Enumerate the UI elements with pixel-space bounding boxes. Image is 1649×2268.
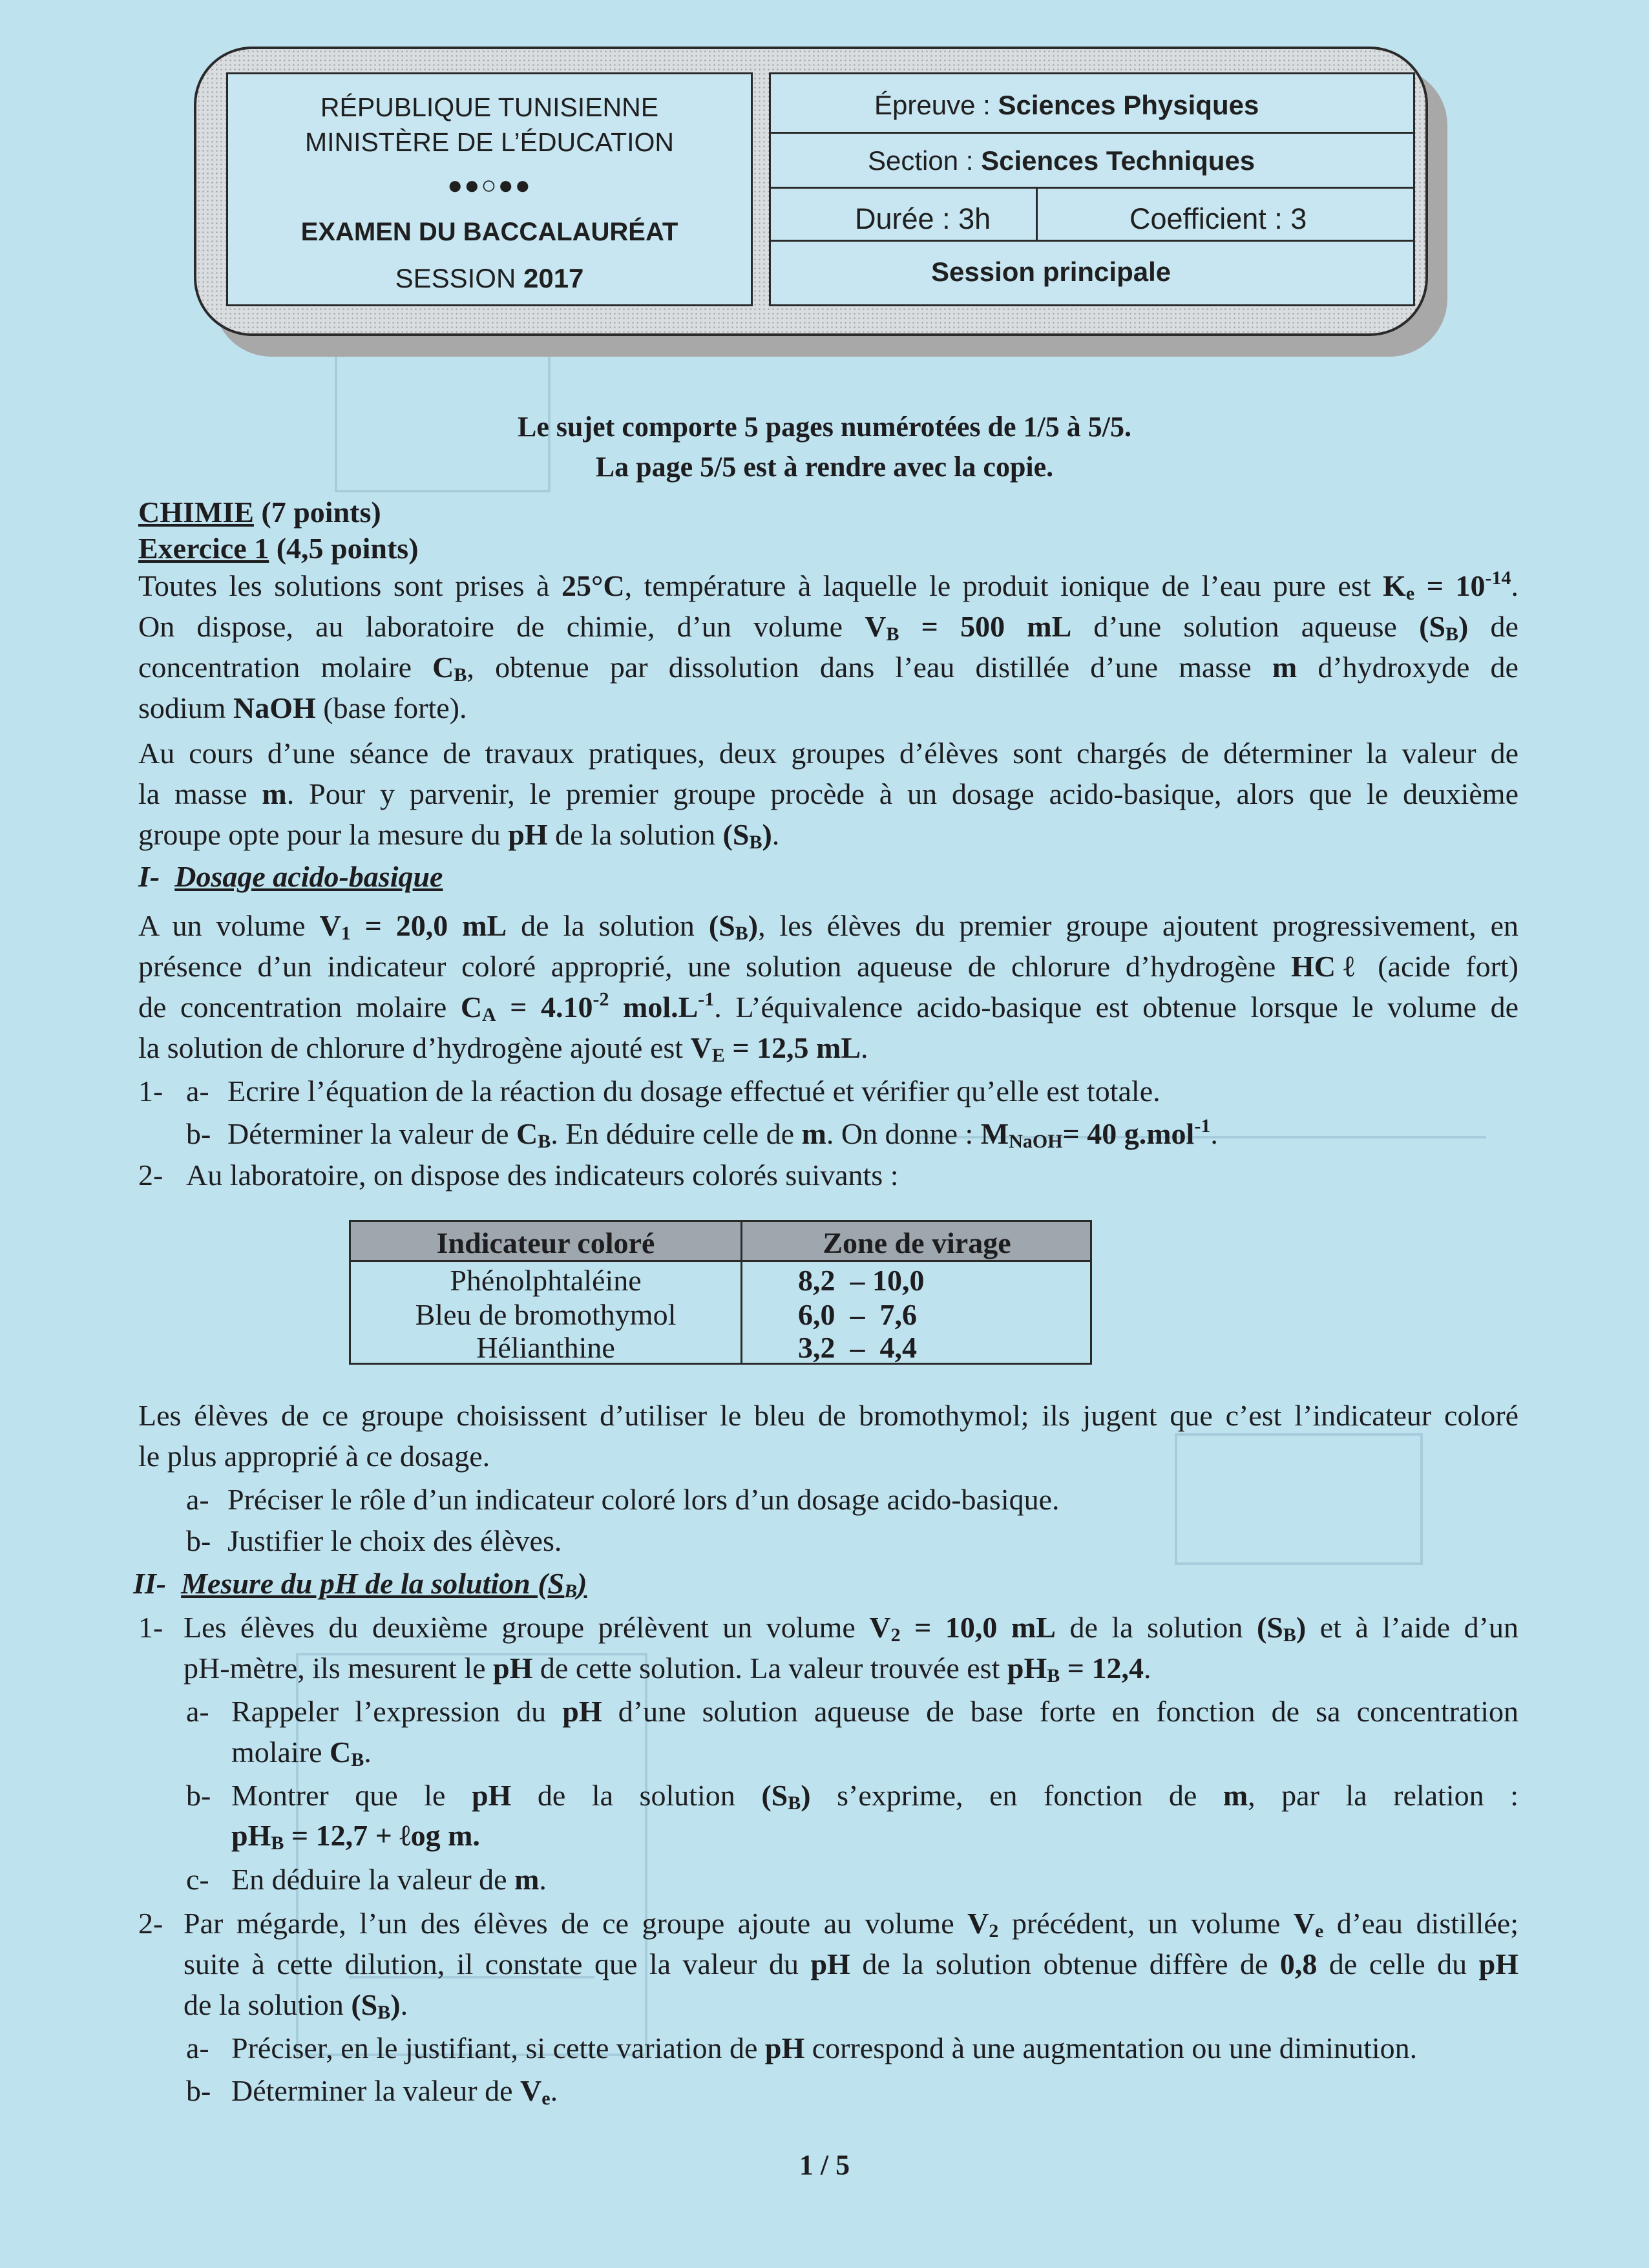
text-fragment: = 10 — [1414, 569, 1486, 602]
text-fragment: ) — [577, 1567, 587, 1600]
chimie-points: (7 points) — [253, 496, 381, 529]
paragraph-line — [138, 816, 779, 854]
exercise-points: (4,5 points) — [269, 532, 419, 565]
subscript: A — [482, 1004, 496, 1025]
concentration-cb — [330, 1736, 364, 1769]
section-label: Section : — [868, 145, 982, 176]
subscript: B — [1445, 624, 1459, 645]
text-fragment: V — [520, 2074, 542, 2107]
ph-term: pH — [764, 2032, 805, 2064]
divider — [771, 187, 1413, 189]
text-fragment: , obtenue par dissolution dans l’eau distillée d’une masse — [467, 651, 1272, 684]
concentration-ca — [461, 991, 714, 1024]
ph-term: pH — [810, 1948, 850, 1980]
subscript: e — [541, 2088, 551, 2109]
question-2b: Justifier le choix des élèves. — [227, 1524, 562, 1557]
text-fragment: ) — [1458, 610, 1469, 643]
indicator-name: Hélianthine — [476, 1331, 615, 1364]
text-fragment: de cette solution. La valeur trouvée est — [532, 1652, 1007, 1685]
mass-m: m — [1272, 651, 1297, 684]
paragraph-line — [138, 649, 1518, 686]
text-fragment: de concentration molaire — [138, 991, 461, 1024]
volume-ve — [691, 1031, 861, 1064]
text-fragment: = 4.10 — [496, 991, 593, 1024]
text-fragment: suite à cette dilution, il constate que la valeur du — [184, 1948, 811, 1980]
part-number: II- — [133, 1567, 167, 1600]
mass-m: m — [514, 1863, 540, 1896]
subscript: e — [1315, 1920, 1324, 1942]
decorative-dots: ●●○●● — [447, 171, 532, 200]
volume-v2 — [967, 1907, 998, 1940]
text-fragment: précédent, un volume — [998, 1907, 1294, 1940]
duree-field: Durée : 3h — [855, 202, 991, 235]
text-fragment: (S — [1256, 1611, 1283, 1644]
text-fragment: Déterminer la valeur de — [231, 2074, 520, 2107]
subscript: 1 — [341, 923, 351, 944]
temperature: 25°C — [561, 569, 625, 602]
ph-term: pH — [471, 1779, 512, 1812]
text-fragment: = 12,4 — [1060, 1652, 1144, 1685]
epreuve-field — [874, 90, 1259, 121]
concentration-cb — [516, 1117, 551, 1150]
question-1c — [231, 1861, 547, 1898]
text-fragment: Par mégarde, l’un des élèves de ce groupe ajoute au volume — [184, 1907, 968, 1940]
subscript: B — [377, 2002, 391, 2023]
subscript: B — [271, 1832, 284, 1854]
text-fragment: Mesure du pH de la solution (S — [181, 1567, 565, 1600]
text-fragment: . Pour y parvenir, le premier groupe procède à un dosage acido-basique, alors que le deuxième — [286, 777, 1518, 810]
exercise-heading — [138, 530, 419, 567]
superscript: -14 — [1485, 567, 1511, 589]
text-fragment: M — [980, 1117, 1009, 1150]
question-label: b- — [186, 2074, 211, 2107]
question-label: b- — [186, 1117, 211, 1150]
subscript: NaOH — [1009, 1131, 1063, 1152]
text-fragment: . En déduire celle de — [551, 1117, 802, 1150]
session-type: Session principale — [931, 257, 1171, 287]
text-fragment: . L’équivalence acido-basique est obtenue lorsque le volume de — [714, 991, 1518, 1024]
epreuve-label: Épreuve : — [874, 90, 998, 120]
question-number: 1- — [138, 1075, 163, 1108]
text-fragment: . — [1210, 1117, 1218, 1150]
text-fragment: . — [772, 818, 780, 851]
subscript: 2 — [989, 1920, 999, 1942]
indicator-name: Bleu de bromothymol — [415, 1298, 677, 1331]
concentration-cb — [432, 651, 467, 684]
text-fragment: ) — [1296, 1611, 1307, 1644]
text-fragment: sodium — [138, 691, 233, 724]
text-fragment: . On donne : — [826, 1117, 981, 1150]
text-fragment: (acide fort) — [1362, 950, 1518, 983]
intro-line-2: La page 5/5 est à rendre avec la copie. — [595, 451, 1054, 483]
text-fragment: de la solution — [547, 818, 723, 851]
mass-m: m — [801, 1117, 826, 1150]
text-fragment: pH — [231, 1819, 271, 1852]
text-fragment: ) — [762, 818, 772, 851]
exercise-title: Exercice 1 — [138, 532, 269, 565]
question-label: b- — [186, 1524, 211, 1557]
text-fragment: pH-mètre, ils mesurent le — [184, 1652, 494, 1685]
text-fragment: la masse — [138, 777, 262, 810]
text-fragment: s’exprime, en fonction de — [810, 1779, 1223, 1812]
paragraph-line: le plus approprié à ce dosage. — [138, 1440, 490, 1473]
indicator-zone: 8,2 – 10,0 — [798, 1264, 925, 1297]
subscript: B — [564, 1580, 578, 1602]
text-fragment: de — [1468, 610, 1518, 643]
page-number: 1 / 5 — [799, 2149, 850, 2181]
session-prefix: SESSION — [395, 263, 523, 293]
paragraph-line: Au cours d’une séance de travaux pratiques, deux groupes d’élèves sont chargés de déterminer la valeur de — [138, 737, 1518, 770]
divider — [771, 132, 1413, 134]
mass-m: m — [262, 777, 287, 810]
text-fragment: mol.L — [609, 991, 698, 1024]
solution-sb — [723, 818, 772, 851]
phb-value — [1007, 1652, 1144, 1685]
text-fragment: molaire — [231, 1736, 330, 1769]
text-fragment: de la solution obtenue diffère de — [850, 1948, 1280, 1980]
text-fragment: . — [550, 2074, 558, 2107]
volume-vb — [865, 610, 1071, 643]
question-2b — [231, 2072, 558, 2110]
paragraph-line — [184, 1986, 408, 2024]
text-fragment: et à l’aide d’un — [1306, 1611, 1518, 1644]
text-fragment: (S — [708, 909, 735, 942]
text-fragment: . — [1511, 569, 1518, 602]
indicator-name: Phénolphtaléine — [450, 1264, 642, 1297]
text-fragment: d’hydroxyde de — [1297, 651, 1518, 684]
section-field — [868, 145, 1255, 176]
solution-sb — [1419, 610, 1468, 643]
subscript: B — [454, 664, 467, 686]
indicator-zone: 6,0 – 7,6 — [798, 1298, 917, 1331]
section-value: Sciences Techniques — [981, 145, 1255, 176]
indicator-table — [349, 1220, 1092, 1365]
subscript: B — [735, 923, 748, 944]
text-fragment: = 40 g.mol — [1062, 1117, 1195, 1150]
volume-ve — [520, 2074, 551, 2107]
solution-sb — [709, 909, 758, 942]
text-fragment: Montrer que le — [231, 1779, 472, 1812]
solution-sb — [761, 1779, 810, 1812]
paragraph-line — [138, 608, 1518, 646]
text-fragment: V — [967, 1907, 989, 1940]
text-fragment: Toutes les solutions sont prises à — [138, 569, 562, 602]
question-label: b- — [186, 1779, 211, 1812]
question-label: a- — [186, 1695, 209, 1728]
hcl-formula: HCℓ — [1291, 950, 1363, 983]
subscript: B — [1047, 1665, 1060, 1686]
exam-label: EXAMEN DU BACCALAURÉAT — [300, 218, 678, 246]
text-fragment: Préciser, en le justifiant, si cette variation de — [231, 2032, 765, 2064]
session-year: 2017 — [523, 263, 584, 293]
text-fragment: (S — [1419, 610, 1446, 643]
paragraph-line — [184, 1905, 1518, 1942]
text-fragment: A un volume — [138, 909, 320, 942]
subscript: 2 — [890, 1624, 901, 1646]
part-number: I- — [138, 860, 160, 893]
intro-line-1: Le sujet comporte 5 pages numérotées de 1/5 à 5/5. — [518, 411, 1131, 443]
paragraph-line — [184, 1609, 1518, 1646]
text-fragment: C — [432, 651, 454, 684]
text-fragment: . — [400, 1988, 408, 2021]
question-label: c- — [186, 1863, 209, 1896]
table-header-indicator: Indicateur coloré — [436, 1226, 655, 1259]
text-fragment: de la solution — [1055, 1611, 1257, 1644]
text-fragment: . — [539, 1863, 547, 1896]
ionic-product — [1383, 569, 1511, 602]
paragraph-line — [138, 775, 1518, 813]
question-1a: Ecrire l’équation de la réaction du dosage effectué et vérifier qu’elle est totale. — [227, 1075, 1161, 1108]
indicator-zone: 3,2 – 4,4 — [798, 1331, 917, 1364]
chimie-heading — [138, 494, 381, 531]
ph-term: pH — [493, 1652, 533, 1685]
text-fragment: V — [869, 1611, 891, 1644]
paragraph-line — [231, 1777, 1518, 1814]
relation-formula — [231, 1817, 480, 1854]
text-fragment: Rappeler l’expression du — [231, 1695, 563, 1728]
paragraph-line — [231, 1734, 372, 1771]
text-fragment: V — [865, 610, 887, 643]
solution-sb — [351, 1988, 400, 2021]
republic-label: RÉPUBLIQUE TUNISIENNE — [320, 92, 659, 122]
header-exam-info-box — [769, 72, 1415, 306]
superscript: -2 — [593, 989, 609, 1010]
text-fragment: ) — [390, 1988, 401, 2021]
text-fragment: On dispose, au laboratoire de chimie, d’un volume — [138, 610, 865, 643]
subscript: B — [538, 1131, 551, 1152]
text-fragment: ) — [748, 909, 759, 942]
question-label: a- — [186, 1075, 209, 1108]
epreuve-value: Sciences Physiques — [998, 90, 1259, 120]
header-ministry-box — [226, 72, 753, 306]
question-2: Au laboratoire, on dispose des indicateurs colorés suivants : — [186, 1159, 899, 1192]
text-fragment: , par la relation : — [1248, 1779, 1518, 1812]
paragraph-line — [184, 1946, 1518, 1983]
ph-term: pH — [562, 1695, 602, 1728]
text-fragment: groupe opte pour la mesure du — [138, 818, 509, 851]
subscript: B — [351, 1749, 364, 1770]
text-fragment: (S — [722, 818, 750, 851]
paragraph-line — [184, 1650, 1151, 1687]
text-fragment: = 12,5 mL — [724, 1031, 861, 1064]
question-number: 1- — [138, 1611, 163, 1644]
text-fragment: C — [516, 1117, 538, 1150]
text-fragment: Déterminer la valeur de — [227, 1117, 516, 1150]
paragraph-line — [138, 989, 1518, 1026]
ph-difference: 0,8 — [1279, 1948, 1318, 1980]
text-fragment: d’une solution aqueuse de base forte en fonction de sa concentration — [602, 1695, 1518, 1728]
mass-m: m — [1223, 1779, 1248, 1812]
question-label: a- — [186, 2032, 209, 2064]
text-fragment: de celle du — [1317, 1948, 1479, 1980]
text-fragment: concentration molaire — [138, 651, 433, 684]
subscript: B — [788, 1792, 801, 1814]
text-fragment: = 20,0 mL — [350, 909, 507, 942]
naoh-formula: NaOH — [233, 691, 316, 724]
text-fragment: , les élèves du premier groupe ajoutent progressivement, en — [758, 909, 1519, 942]
question-number: 2- — [138, 1159, 163, 1192]
text-fragment: pH — [1007, 1652, 1047, 1685]
question-number: 2- — [138, 1907, 163, 1940]
paragraph-line — [231, 1693, 1518, 1730]
text-fragment: correspond à une augmentation ou une diminution. — [804, 2032, 1418, 2064]
subscript: B — [886, 624, 899, 645]
text-fragment: V — [690, 1031, 712, 1064]
paragraph-line — [138, 1029, 868, 1067]
molar-mass — [981, 1117, 1211, 1150]
text-fragment: C — [460, 991, 483, 1024]
text-fragment: ) — [801, 1779, 811, 1812]
text-fragment: V — [319, 909, 341, 942]
subscript: B — [749, 832, 762, 853]
solution-sb — [1257, 1611, 1306, 1644]
question-label: a- — [186, 1483, 209, 1516]
text-fragment: . — [861, 1031, 868, 1064]
text-fragment: = 12,7 + ℓog m. — [284, 1819, 480, 1852]
subscript: E — [711, 1045, 725, 1066]
superscript: -1 — [1194, 1115, 1211, 1137]
text-fragment: de la solution — [184, 1988, 352, 2021]
text-fragment: = 10,0 mL — [900, 1611, 1056, 1644]
volume-v2 — [869, 1611, 1056, 1644]
ph-term: pH — [1478, 1948, 1518, 1980]
paragraph-line — [138, 948, 1518, 985]
question-2a — [231, 2030, 1417, 2067]
subscript: B — [1283, 1624, 1296, 1646]
session-label — [228, 263, 751, 294]
subscript: e — [1405, 583, 1415, 604]
text-fragment: de la solution — [511, 1779, 762, 1812]
divider — [1036, 188, 1038, 240]
text-fragment: K — [1383, 569, 1406, 602]
paragraph-line — [138, 689, 467, 727]
divider — [771, 240, 1413, 242]
text-fragment: (base forte). — [315, 691, 467, 724]
text-fragment: présence d’un indicateur coloré approprié, une solution aqueuse de chlorure d’hydrogène — [138, 950, 1292, 983]
question-1b — [227, 1115, 1218, 1153]
text-fragment: . — [1143, 1652, 1151, 1685]
ministry-label: MINISTÈRE DE L’ÉDUCATION — [304, 127, 675, 157]
text-fragment: Les élèves du deuxième groupe prélèvent un volume — [184, 1611, 870, 1644]
part-title — [181, 1567, 587, 1600]
text-fragment: . — [364, 1736, 372, 1769]
text-fragment: (S — [351, 1988, 378, 2021]
text-fragment: d’eau distillée; — [1323, 1907, 1518, 1940]
text-fragment: (S — [761, 1779, 788, 1812]
superscript: -1 — [698, 989, 715, 1010]
paragraph-line: Les élèves de ce groupe choisissent d’utiliser le bleu de bromothymol; ils jugent que c’est l’indicateur coloré — [138, 1399, 1518, 1432]
text-fragment: d’une solution aqueuse — [1071, 610, 1420, 643]
text-fragment: C — [330, 1736, 352, 1769]
volume-ve — [1294, 1907, 1324, 1940]
ph-term: pH — [508, 818, 548, 851]
part2-heading — [133, 1565, 587, 1602]
part-title: Dosage acido-basique — [174, 860, 443, 893]
coefficient-field: Coefficient : 3 — [1129, 202, 1307, 235]
paragraph-line — [138, 907, 1518, 945]
text-fragment: En déduire la valeur de — [231, 1863, 515, 1896]
text-fragment: , température à laquelle le produit ionique de l’eau pure est — [624, 569, 1383, 602]
chimie-title: CHIMIE — [138, 496, 254, 529]
volume-v1 — [319, 909, 507, 942]
text-fragment: V — [1293, 1907, 1316, 1940]
table-header-zone: Zone de virage — [823, 1226, 1011, 1259]
text-fragment: de la solution — [507, 909, 709, 942]
text-fragment: = 500 mL — [899, 610, 1072, 643]
question-2a: Préciser le rôle d’un indicateur coloré lors d’un dosage acido-basique. — [227, 1483, 1060, 1516]
text-fragment: la solution de chlorure d’hydrogène ajouté est — [138, 1031, 691, 1064]
part1-heading — [138, 858, 443, 896]
paragraph-line — [138, 567, 1518, 605]
